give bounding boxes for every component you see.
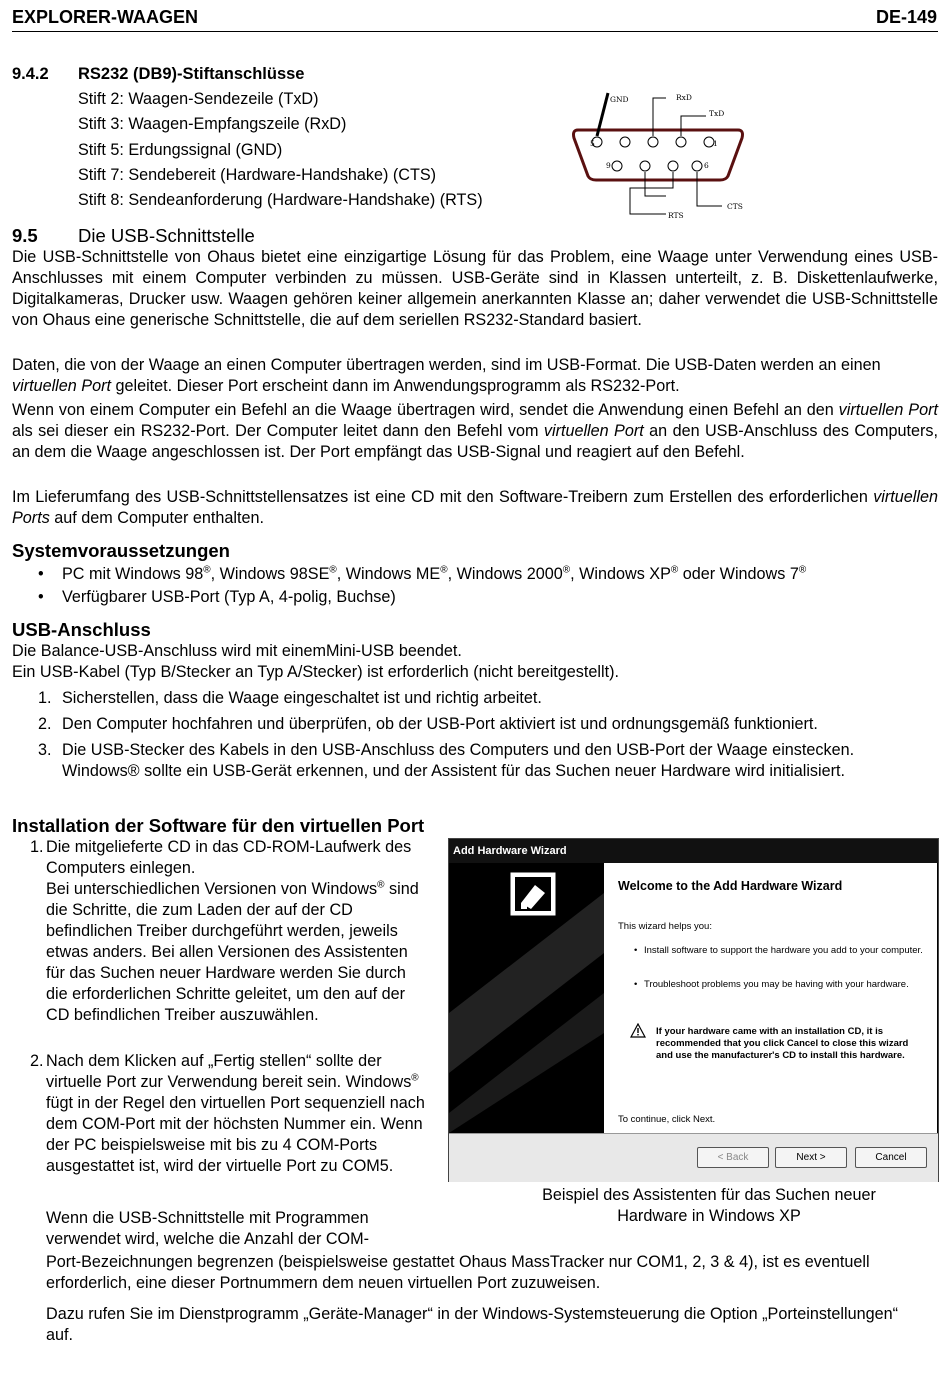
section-title-95: Die USB-Schnittstelle — [78, 225, 255, 246]
pin-list — [78, 87, 578, 213]
install-step-1-b: Bei unterschiedlichen Versionen von Windows® sind die Schritte, die zum Laden der auf der CD befindlichen Treiber durchgeführt werden, jeweils etwas anders. Bei allen Versionen des Assistenten für das Suchen neuer Hardware werden Sie durch die erforderlichen Schritte geleitet, um den auf der CD befindlichen Treiber auszuwählen. — [46, 879, 419, 1024]
section-title-942: RS232 (DB9)-Stiftanschlüsse — [78, 65, 305, 83]
install-step-1-a: Die mitgelieferte CD in das CD-ROM-Laufwerk des Computers einlegen. — [46, 838, 412, 877]
install-device-manager-paragraph: Dazu rufen Sie im Dienstprogramm „Geräte-Manager“ in der Windows-Systemsteuerung die Option „Porteinstellungen“ auf. — [46, 1305, 899, 1344]
wizard-cancel-button[interactable]: Cancel — [855, 1147, 927, 1168]
wizard-title-bar: Add Hardware Wizard — [449, 839, 938, 863]
step-text: Sicherstellen, dass die Waage eingeschaltet ist und richtig arbeitet. — [62, 689, 542, 707]
wizard-cd-warning: If your hardware came with an installation CD, it is recommended that you click Cancel to close this wizard and use the manufacturer's CD to install this hardware. — [656, 1026, 909, 1061]
wizard-heading: Welcome to the Add Hardware Wizard — [618, 879, 843, 893]
label-txd: TxD — [709, 109, 725, 118]
install-heading: Installation der Software für den virtuellen Port — [12, 815, 425, 836]
wizard-continue-text: To continue, click Next. — [618, 1114, 716, 1125]
sysreq-os-item: PC mit Windows 98®, Windows 98SE®, Windows ME®, Windows 2000®, Windows XP® oder Windows 7® — [62, 564, 807, 583]
section-number-95: 9.5 — [12, 225, 38, 246]
wizard-bullet-troubleshoot: Troubleshoot problems you may be having with your hardware. — [644, 979, 909, 990]
section-number-942: 9.4.2 — [12, 65, 49, 83]
usb-command-paragraph: Wenn von einem Computer ein Befehl an die Waage übertragen wird, sendet die Anwendung einen Befehl an den virtuellen Port als sei dieser ein RS232-Port. Der Computer leitet dann den Befehl vom virtuellen Port an den USB-Anschluss des Computers, an dem die Waage angeschlossen ist. Der Port empfängt das USB-Signal und reagiert auf den Befehl. — [12, 401, 939, 461]
label-rxd: RxD — [676, 93, 692, 102]
wizard-banner-graphic — [449, 863, 604, 1133]
install-limit-paragraph: Wenn die USB-Schnittstelle mit Programmen verwendet wird, welche die Anzahl der COM- — [46, 1209, 369, 1248]
install-step-number: 1. — [30, 838, 44, 856]
wizard-helps-text: This wizard helps you: — [618, 921, 712, 932]
step-number: 2. — [38, 715, 52, 733]
wizard-bullet-install: Install software to support the hardware you add to your computer. — [644, 945, 923, 956]
usb-intro-paragraph: Die USB-Schnittstelle von Ohaus bietet eine einzigartige Lösung für das Problem, eine Waage unter Verwendung eines USB-Anschlusses mit einem Computer verbinden zu müssen. USB-Geräte sind in Klassen unterteilt, z. B. Diskettenlaufwerke, Digitalkameras, Drucker usw. Waagen gehören keiner allgemein anerkannten Klasse an; daher verwendet die USB-Schnittstelle von Ohaus eine generische Schnittstelle, die auf dem seriellen RS232-Standard basiert. — [12, 248, 938, 329]
step-text: Den Computer hochfahren und überprüfen, ob der USB-Port aktiviert ist und ordnungsgemäß funktioniert. — [62, 715, 818, 733]
wizard-back-button[interactable]: < Back — [697, 1147, 769, 1168]
install-limit-paragraph-cont: Port-Bezeichnungen begrenzen (beispielsweise gestattet Ohaus MassTracker nur COM1, 2, 3 & 4), ist es eventuell erforderlich, eine dieser Portnummern dem neuen virtuellen Port zuzuweisen. — [46, 1253, 870, 1292]
install-step-2-text: Nach dem Klicken auf „Fertig stellen“ sollte der virtuelle Port zur Verwendung bereit sein. Windows® fügt in der Regel den virtuellen Port sequenziell nach dem COM-Port mit der höchsten Nummer ein. Wenn der PC beispielsweise mit bis zu 4 COM-Ports ausgestattet ist, wird der virtuelle Port zu COM5. — [46, 1052, 425, 1175]
install-step-number: 2. — [30, 1052, 44, 1070]
warning-icon — [630, 1023, 646, 1038]
wizard-caption: Beispiel des Assistenten für das Suchen neuer Hardware in Windows XP — [542, 1186, 876, 1225]
install-step-1-text — [46, 837, 428, 1026]
label-cts: CTS — [727, 202, 743, 211]
sysreq-port-item: Verfügbarer USB-Port (Typ A, 4-polig, Buchse) — [62, 588, 396, 606]
wizard-button-bar — [449, 1133, 938, 1182]
sysreq-heading: Systemvoraussetzungen — [12, 540, 230, 561]
step-number: 3. — [38, 741, 52, 759]
wizard-next-button[interactable]: Next > — [775, 1147, 847, 1168]
pin-item: Stift 3: Waagen-Empfangszeile (RxD) — [78, 115, 347, 134]
usb-cd-paragraph: Im Lieferumfang des USB-Schnittstellensatzes ist eine CD mit den Software-Treibern zum Erstellen des erforderlichen virtuellen Ports auf dem Computer enthalten. — [12, 488, 938, 527]
step-text: Die USB-Stecker des Kabels in den USB-Anschluss des Computers und den USB-Port der Waage einstecken. Windows® sollte ein USB-Gerät erkennen, und der Assistent für das Suchen neuer Hardware wird initialisiert. — [62, 741, 855, 780]
add-hardware-wizard-screenshot — [448, 838, 939, 1182]
bullet-icon: • — [634, 979, 638, 990]
label-pin1: 1 — [713, 139, 718, 148]
pin-item: Stift 5: Erdungssignal (GND) — [78, 140, 283, 159]
usb-connection-heading: USB-Anschluss — [12, 619, 151, 640]
usb-data-paragraph: Daten, die von der Waage an einen Computer übertragen werden, sind im USB-Format. Die USB-Daten werden an einen virtuellen Port geleitet. Dieser Port erscheint dann im Anwendungsprogramm als RS232-Port. — [12, 356, 881, 395]
bullet-icon: • — [634, 945, 638, 956]
pin-item: Stift 2: Waagen-Sendezeile (TxD) — [78, 90, 319, 108]
header-rule — [12, 31, 938, 32]
label-gnd: GND — [610, 95, 629, 104]
label-pin9: 9 — [606, 161, 611, 170]
db9-connector-diagram — [570, 88, 760, 224]
usb-line-2: Ein USB-Kabel (Typ B/Stecker an Typ A/Stecker) ist erforderlich (nicht bereitgestellt). — [12, 663, 619, 681]
usb-line-1: Die Balance-USB-Anschluss wird mit einemMini-USB beendet. — [12, 642, 462, 660]
label-rts: RTS — [668, 211, 684, 220]
running-header-title: EXPLORER-WAAGEN — [12, 7, 199, 27]
label-pin5: 5 — [590, 139, 595, 148]
step-number: 1. — [38, 689, 52, 707]
label-pin6: 6 — [704, 161, 709, 170]
pin-item: Stift 7: Sendebereit (Hardware-Handshake) (CTS) — [78, 165, 437, 184]
wizard-content-panel — [604, 863, 937, 1133]
bullet-icon: • — [38, 565, 44, 583]
bullet-icon: • — [38, 588, 44, 606]
pin-item: Stift 8: Sendeanforderung (Hardware-Handshake) (RTS) — [78, 191, 483, 210]
page-number: DE-149 — [875, 7, 937, 27]
wizard-side-banner — [449, 863, 604, 1133]
